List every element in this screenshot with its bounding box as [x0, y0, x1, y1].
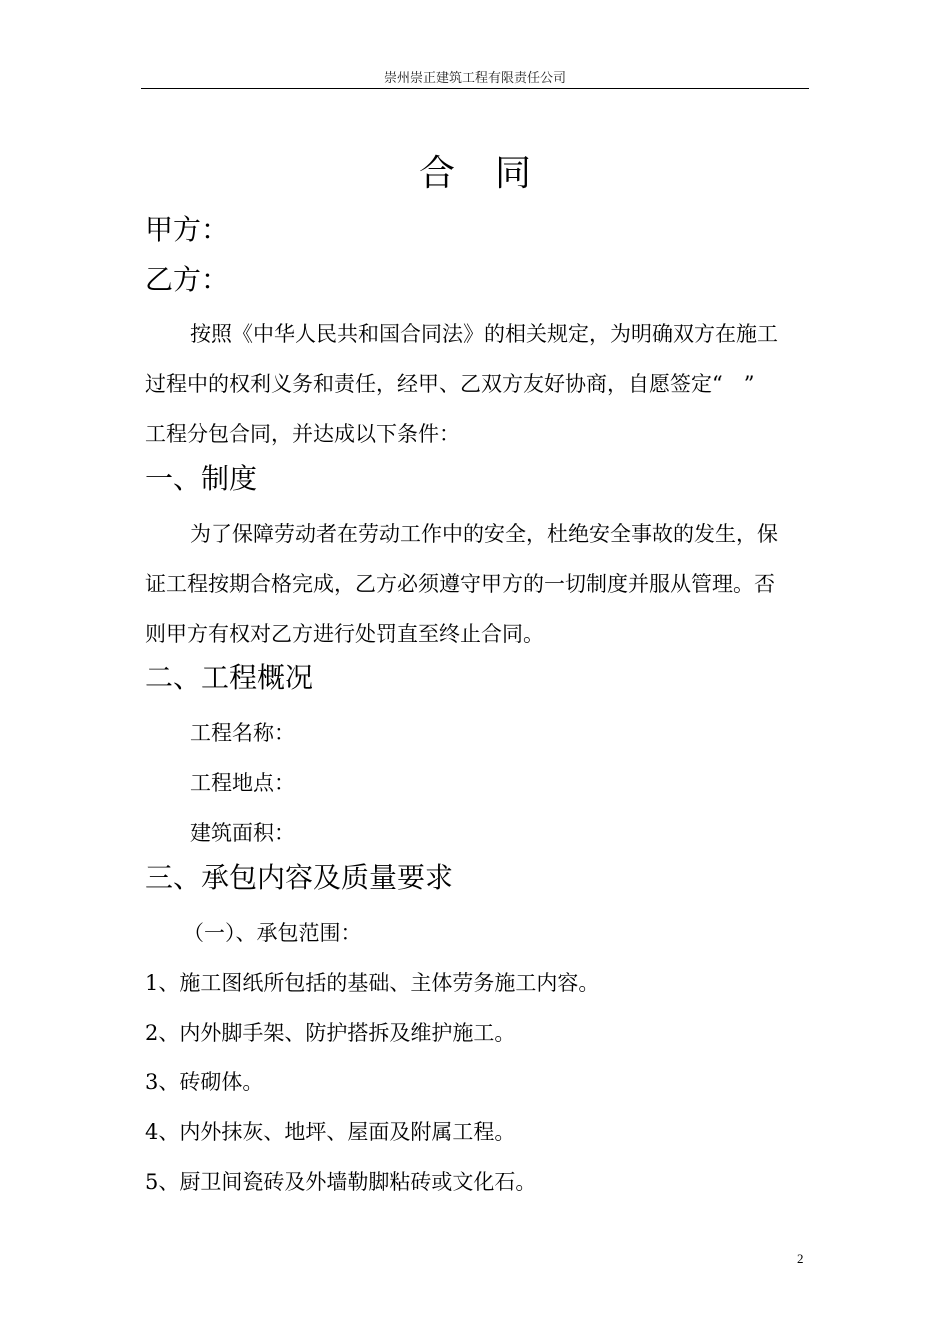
intro-line-1: 按照《中华人民共和国合同法》的相关规定，为明确双方在施工 — [190, 322, 778, 346]
section-1-line-2: 证工程按期合格完成，乙方必须遵守甲方的一切制度并服从管理。否 — [145, 572, 775, 596]
header-divider — [141, 88, 809, 89]
party-a-label: 甲方： — [145, 213, 230, 246]
header-company: 崇州崇正建筑工程有限责任公司 — [383, 71, 566, 86]
project-name-label: 工程名称： — [190, 721, 295, 745]
party-b-label: 乙方： — [145, 263, 230, 296]
section-1-line-1: 为了保障劳动者在劳动工作中的安全，杜绝安全事故的发生，保 — [190, 522, 778, 546]
scope-item: 4、内外抹灰、地坪、屋面及附属工程。 — [145, 1120, 516, 1144]
building-area-label: 建筑面积： — [190, 821, 295, 845]
section-3-heading: 三、承包内容及质量要求 — [145, 861, 454, 894]
scope-sub-heading: （一）、承包范围： — [183, 921, 362, 945]
intro-line-3: 工程分包合同，并达成以下条件： — [145, 422, 460, 446]
section-1-line-3: 则甲方有权对乙方进行处罚直至终止合同。 — [145, 622, 544, 646]
intro-line-2: 过程中的权利义务和责任，经甲、乙双方友好协商，自愿签定“ ” — [145, 372, 755, 396]
project-location-label: 工程地点： — [190, 771, 295, 795]
page-number: 2 — [797, 1251, 804, 1266]
section-1-heading: 一、制度 — [145, 462, 258, 495]
scope-item: 2、内外脚手架、防护搭拆及维护施工。 — [145, 1021, 516, 1045]
scope-item: 1、施工图纸所包括的基础、主体劳务施工内容。 — [145, 971, 600, 995]
title-char-1: 合 — [418, 153, 455, 194]
section-2-heading: 二、工程概况 — [145, 661, 314, 694]
title-char-2: 同 — [495, 153, 532, 194]
scope-item: 3、砖砌体。 — [145, 1070, 264, 1094]
scope-item: 5、厨卫间瓷砖及外墙勒脚粘砖或文化石。 — [145, 1170, 537, 1194]
document-title — [0, 150, 950, 198]
